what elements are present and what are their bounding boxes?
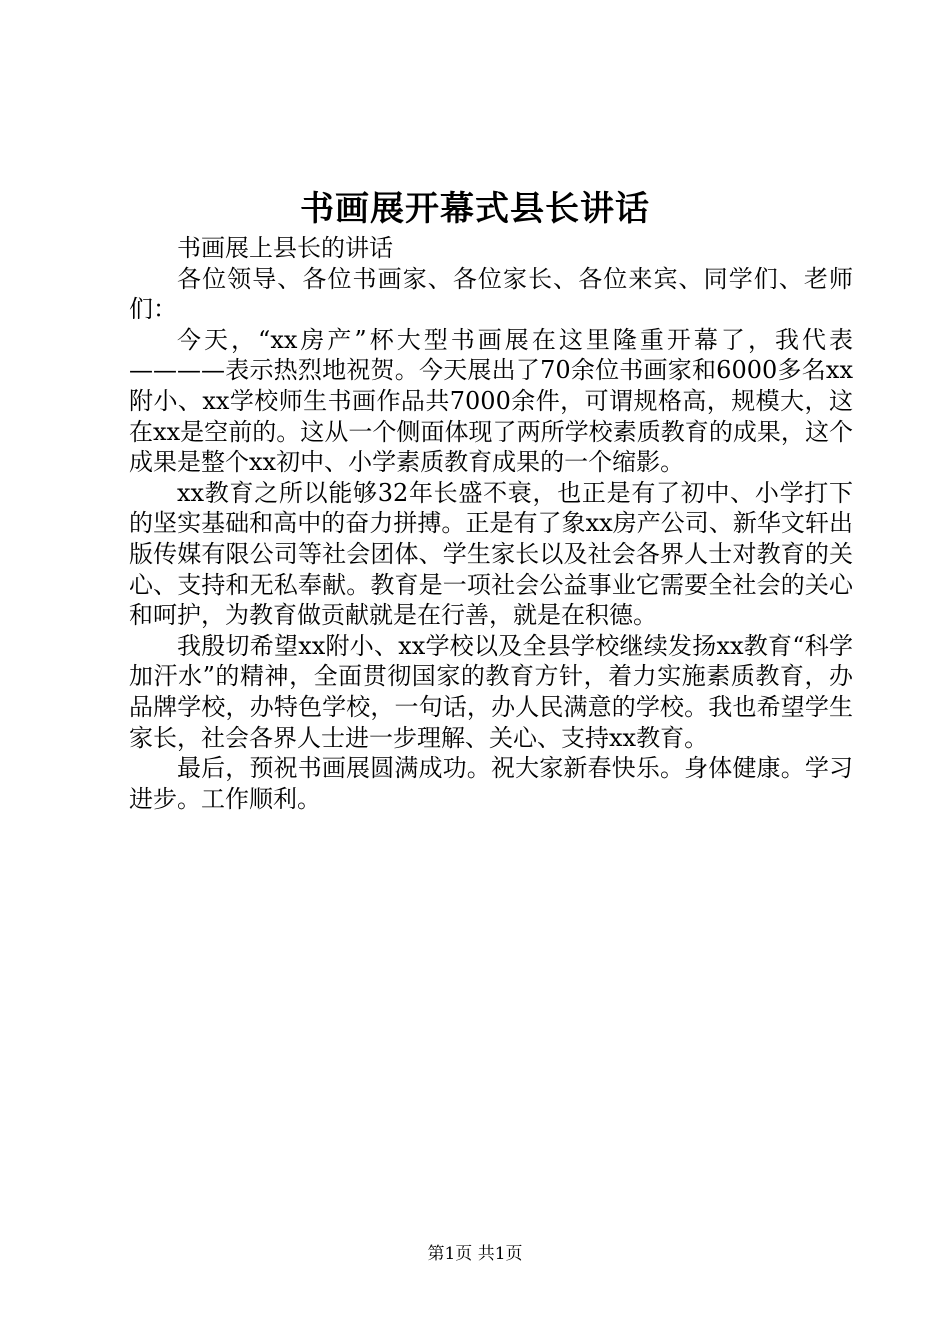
paragraph-salutation: 各位领导、各位书画家、各位家长、各位来宾、同学们、老师们： [129,264,853,324]
document-title: 书画展开幕式县长讲话 [300,189,650,229]
document-body [129,233,853,814]
paragraph-hopes: 我殷切希望xx附小、xx学校以及全县学校继续发扬xx教育“科学加汗水”的精神，全面贯彻国家的教育方针，着力实施素质教育，办品牌学校，办特色学校，一句话，办人民满意的学校。我也希望学生家长，社会各界人士进一步理解、关心、支持xx教育。 [129,631,853,752]
paragraph-opening: 今天，“xx房产”杯大型书画展在这里隆重开幕了，我代表————表示热烈地祝贺。今天展出了70余位书画家和6000多名xx附小、xx学校师生书画作品共7000余件，可谓规格高，规模大，这在xx是空前的。这从一个侧面体现了两所学校素质教育的成果，这个成果是整个xx初中、小学素质教育成果的一个缩影。 [129,325,853,477]
paragraph-closing: 最后，预祝书画展圆满成功。祝大家新春快乐。身体健康。学习进步。工作顺利。 [129,754,853,813]
paragraph-education: xx教育之所以能够32年长盛不衰，也正是有了初中、小学打下的坚实基础和高中的奋力拼搏。正是有了象xx房产公司、新华文轩出版传媒有限公司等社会团体、学生家长以及社会各界人士对教育的关心、支持和无私奉献。教育是一项社会公益事业它需要全社会的关心和呵护，为教育做贡献就是在行善，就是在积德。 [129,478,853,630]
page-footer: 第1页 共1页 [427,1244,523,1264]
paragraph-subtitle: 书画展上县长的讲话 [177,234,393,262]
